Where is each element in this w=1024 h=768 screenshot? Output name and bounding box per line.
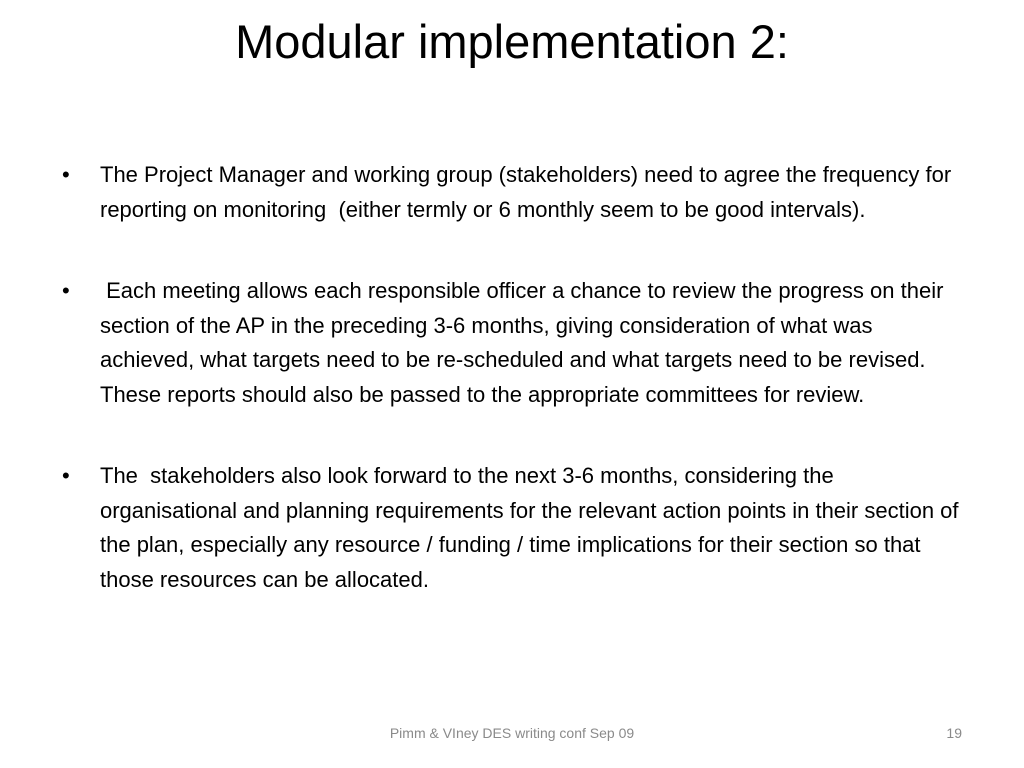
bullet-text: Each meeting allows each responsible officer a chance to review the progress on their section of the AP in the preceding 3-6 months, giving consideration of what was achieved, what targets need to be re-scheduled and what targets need to be revised. These reports should also be passed to the appropriate committees for review. xyxy=(100,278,950,407)
bullet-list xyxy=(62,158,972,597)
bullet-text: The Project Manager and working group (stakeholders) need to agree the frequency for reporting on monitoring (either termly or 6 monthly seem to be good intervals). xyxy=(100,162,958,222)
bullet-item xyxy=(62,274,972,412)
bullet-icon: • xyxy=(62,463,70,488)
slide-title: Modular implementation 2: xyxy=(235,15,789,68)
footer-text: Pimm & VIney DES writing conf Sep 09 xyxy=(389,725,635,741)
page-number: 19 xyxy=(946,725,962,741)
bullet-item xyxy=(62,459,972,597)
bullet-item xyxy=(62,158,972,227)
bullet-text: The stakeholders also look forward to the next 3-6 months, considering the organisational and planning requirements for the relevant action points in their section of the plan, especially any resource / funding / time implications for their section so that those resources can be allocated. xyxy=(100,463,965,592)
bullet-icon: • xyxy=(62,278,70,303)
bullet-icon: • xyxy=(62,162,70,187)
